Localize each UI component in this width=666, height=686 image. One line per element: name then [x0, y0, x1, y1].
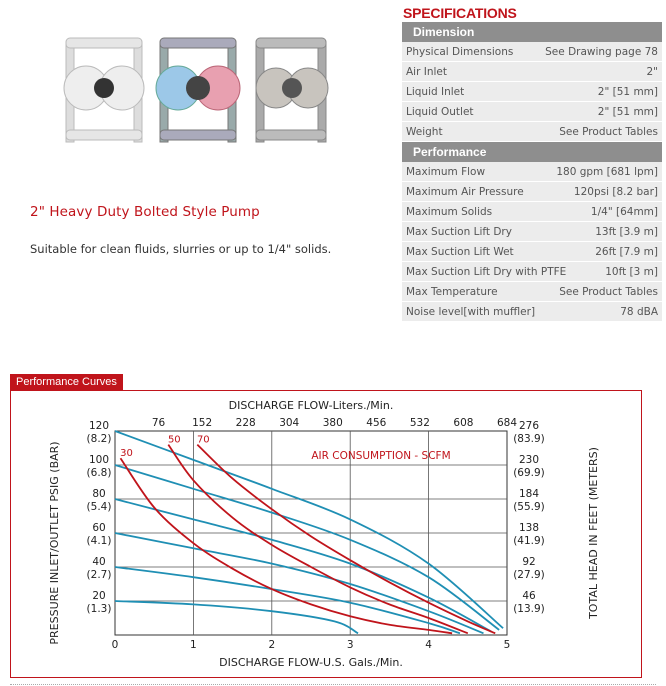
spec-value: 78 dBA — [620, 305, 658, 318]
blue-red-pump-image — [156, 38, 240, 142]
performance-curves-tab: Performance Curves — [10, 374, 123, 391]
y-tick-bar: (2.7) — [86, 569, 112, 581]
spec-row — [402, 162, 662, 182]
x2-tick-label: 532 — [409, 417, 430, 429]
y-tick-bar: (6.8) — [86, 467, 112, 479]
y-tick-psi: 100 — [88, 454, 110, 466]
x2-tick-label: 456 — [366, 417, 387, 429]
y-tick-psi: 80 — [92, 488, 106, 500]
x-tick-label: 0 — [111, 639, 119, 651]
y2-tick-meters: (27.9) — [513, 569, 545, 581]
spec-row — [402, 82, 662, 102]
spec-label: Maximum Solids — [406, 205, 493, 218]
spec-value: See Drawing page 78 — [545, 45, 658, 58]
spec-value: 10ft [3 m] — [605, 265, 658, 278]
spec-label: Liquid Inlet — [406, 85, 465, 98]
y2-tick-feet: 138 — [518, 522, 540, 534]
air-curve-label: 50 — [167, 434, 181, 446]
x2-tick-label: 76 — [151, 417, 166, 429]
spec-label: Physical Dimensions — [406, 45, 514, 58]
x2-tick-label: 684 — [496, 417, 518, 429]
metal-pump-image — [256, 38, 328, 142]
spec-label: Max Suction Lift Wet — [406, 245, 514, 258]
spec-label: Air Inlet — [406, 65, 448, 78]
x-tick-label: 5 — [503, 639, 511, 651]
y-tick-psi: 20 — [92, 590, 106, 602]
y-tick-psi: 40 — [92, 556, 106, 568]
air-curve-label: 70 — [196, 434, 210, 446]
spec-label: Maximum Air Pressure — [406, 185, 524, 198]
spec-label: Liquid Outlet — [406, 105, 474, 118]
air-curve-label: 30 — [120, 448, 133, 460]
spec-value: 26ft [7.9 m] — [595, 245, 658, 258]
y2-tick-meters: (55.9) — [513, 501, 545, 513]
y2-tick-feet: 92 — [522, 556, 536, 568]
y-tick-bar: (5.4) — [86, 501, 112, 513]
y2-tick-meters: (13.9) — [513, 603, 545, 615]
spec-label: Max Suction Lift Dry — [406, 225, 512, 238]
y2-tick-feet: 276 — [518, 420, 540, 432]
white-pump-image — [64, 38, 144, 142]
spec-label: Maximum Flow — [406, 165, 486, 178]
y-tick-psi: 60 — [92, 522, 106, 534]
x-tick-label: 1 — [190, 639, 197, 651]
spec-row — [402, 282, 662, 302]
product-title: 2" Heavy Duty Bolted Style Pump — [30, 204, 260, 220]
y2-tick-meters: (41.9) — [513, 535, 545, 547]
spec-value: 2" [51 mm] — [597, 85, 658, 98]
y-tick-bar: (4.1) — [86, 535, 112, 547]
y2-tick-feet: 46 — [522, 590, 536, 602]
specifications-table — [402, 22, 662, 322]
spec-row — [402, 222, 662, 242]
spec-label: Weight — [406, 125, 443, 138]
section-header-performance: Performance — [402, 142, 662, 162]
x2-tick-label: 152 — [192, 417, 213, 429]
spec-row — [402, 202, 662, 222]
spec-label: Max Temperature — [406, 285, 498, 298]
spec-value: 2" — [646, 65, 658, 78]
spec-row — [402, 302, 662, 322]
x-tick-label: 2 — [268, 639, 276, 651]
spec-value: See Product Tables — [559, 285, 658, 298]
product-description: Suitable for clean fluids, slurries or up to 1/4" solids. — [30, 242, 332, 256]
spec-label: Max Suction Lift Dry with PTFE — [406, 265, 567, 278]
x2-tick-label: 228 — [235, 417, 256, 429]
y2-axis-title: TOTAL HEAD IN FEET (METERS) — [587, 447, 600, 619]
y-tick-bar: (8.2) — [86, 433, 112, 445]
y2-tick-feet: 230 — [518, 454, 540, 466]
performance-chart — [11, 391, 641, 677]
x2-axis-title: DISCHARGE FLOW-Liters./Min. — [228, 399, 394, 412]
y-axis-title: PRESSURE INLET/OUTLET PSIG (BAR) — [48, 441, 61, 645]
specifications-heading: SPECIFICATIONS — [403, 5, 517, 21]
spec-value: 180 gpm [681 lpm] — [556, 165, 658, 178]
x2-tick-label: 380 — [322, 417, 343, 429]
footer-divider — [10, 684, 656, 685]
x-tick-label: 3 — [346, 639, 354, 651]
spec-row — [402, 102, 662, 122]
spec-value: 1/4" [64mm] — [590, 205, 658, 218]
y2-tick-feet: 184 — [518, 488, 540, 500]
spec-label: Noise level[with muffler] — [406, 305, 536, 318]
x2-tick-label: 608 — [453, 417, 474, 429]
spec-row — [402, 262, 662, 282]
y2-tick-meters: (83.9) — [513, 433, 545, 445]
x2-tick-label: 304 — [279, 417, 300, 429]
spec-row — [402, 42, 662, 62]
air-consumption-annotation: AIR CONSUMPTION - SCFM — [311, 450, 451, 462]
y-tick-bar: (1.3) — [86, 603, 112, 615]
spec-value: 120psi [8.2 bar] — [573, 185, 658, 198]
spec-row — [402, 122, 662, 142]
spec-row — [402, 62, 662, 82]
pump-photos — [56, 28, 336, 158]
y2-tick-meters: (69.9) — [513, 467, 545, 479]
spec-value: 2" [51 mm] — [597, 105, 658, 118]
x-axis-title: DISCHARGE FLOW-U.S. Gals./Min. — [219, 656, 403, 669]
spec-row — [402, 182, 662, 202]
x-tick-label: 4 — [425, 639, 432, 651]
y-tick-psi: 120 — [88, 420, 110, 432]
spec-row — [402, 242, 662, 262]
spec-value: 13ft [3.9 m] — [595, 225, 658, 238]
spec-value: See Product Tables — [559, 125, 658, 138]
section-header-dimension: Dimension — [402, 22, 662, 42]
